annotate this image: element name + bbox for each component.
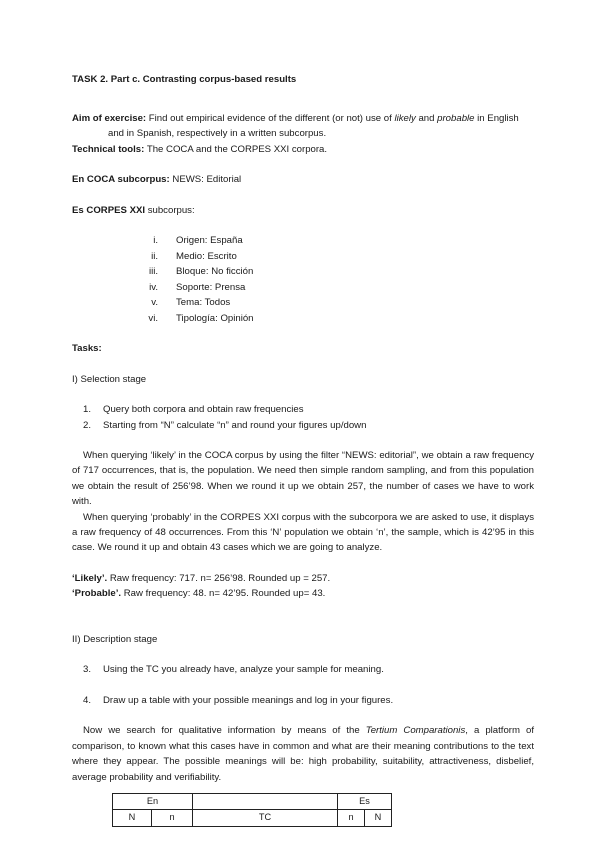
coca-label: En COCA subcorpus: bbox=[72, 174, 170, 185]
coca-text: NEWS: Editorial bbox=[172, 174, 242, 185]
tools-line bbox=[72, 142, 534, 158]
list-item: ii. Medio: Escrito bbox=[151, 250, 237, 262]
tasks-label: Tasks: bbox=[72, 343, 102, 354]
description-step-4 bbox=[72, 693, 534, 709]
aim-probable: probable bbox=[437, 112, 475, 124]
list-item: 2. Starting from “N” calculate “n” and round your figures up/down bbox=[83, 419, 367, 431]
list-item: 1. Query both corpora and obtain raw frequencies bbox=[83, 404, 304, 415]
table-header-en: En bbox=[113, 793, 193, 810]
table-row bbox=[113, 810, 392, 827]
selection-heading: I) Selection stage bbox=[72, 373, 147, 385]
corpes-filter-list bbox=[72, 233, 534, 326]
meanings-table bbox=[112, 793, 392, 827]
likely-label: ‘Likely’. bbox=[72, 572, 108, 584]
list-item: iv. Soporte: Prensa bbox=[149, 281, 246, 293]
aim-line bbox=[72, 111, 534, 127]
tools-text: The COCA and the CORPES XXI corpora. bbox=[146, 143, 328, 155]
list-item: vi. Tipología: Opinión bbox=[148, 312, 254, 324]
aim-and: and bbox=[418, 112, 435, 124]
corpes-line bbox=[72, 203, 534, 219]
table-header-es: Es bbox=[338, 793, 392, 810]
likely-text: Raw frequency: 717. n= 256’98. Rounded up = 257. bbox=[109, 572, 331, 584]
table-cell-en-N: N bbox=[113, 810, 152, 827]
aim-likely: likely bbox=[394, 112, 416, 124]
description-paragraph: Now we search for qualitative information by means of the Tertium Comparationis, a platform of comparison, to known what this cases have in common and what are their meaning contributions to the text where they appear. The possible meanings will be: high probability, suitability, attractiveness, disbelief, average probability and verifiability. bbox=[72, 725, 535, 783]
table-row bbox=[113, 793, 392, 810]
aim-text-1: Find out empirical evidence of the different (or not) use of bbox=[148, 112, 392, 124]
table-cell-en-n: n bbox=[152, 810, 193, 827]
table-cell-tc: TC bbox=[193, 810, 338, 827]
list-item: iii. Bloque: No ficción bbox=[148, 266, 254, 277]
probable-result bbox=[72, 586, 534, 602]
list-item: i. Origen: España bbox=[153, 235, 243, 246]
aim-line-2: and in Spanish, respectively in a written subcorpus. bbox=[108, 128, 327, 139]
description-heading: II) Description stage bbox=[72, 633, 158, 645]
selection-paragraph-2: When querying ‘probably’ in the CORPES XXI corpus with the subcorpora we are asked to use, it displays a raw frequency of 48 occurrences. From this ‘N’ population we obtain ‘n’, the sample, which is 42’95 in this case. We round it up and obtain 43 cases which we are going to analyze. bbox=[72, 511, 534, 554]
list-item: v. Tema: Todos bbox=[151, 297, 231, 308]
table-header-empty bbox=[193, 793, 338, 810]
aim-label: Aim of exercise: bbox=[72, 112, 147, 124]
list-item: 3. Using the TC you already have, analyze your sample for meaning. bbox=[83, 664, 384, 676]
selection-steps bbox=[72, 402, 534, 433]
selection-paragraph-1: When querying ‘likely’ in the COCA corpus by using the filter “NEWS: editorial”, we obtain a raw frequency of 717 occurrences, that is, the population. We need then simple random sampling, and from this population we obtain the result of 256’98. When we round it up we obtain 257, the number of cases we have to work with. bbox=[72, 450, 534, 508]
tools-label: Technical tools: bbox=[72, 143, 145, 155]
corpes-text: subcorpus: bbox=[147, 204, 195, 216]
description-step-3 bbox=[72, 662, 534, 678]
table-cell-es-n: n bbox=[338, 810, 365, 827]
likely-result bbox=[72, 571, 534, 587]
coca-line bbox=[72, 172, 534, 188]
probable-text: Raw frequency: 48. n= 42’95. Rounded up= 43. bbox=[123, 588, 326, 600]
aim-text-2: in English bbox=[477, 112, 519, 124]
table-cell-es-N: N bbox=[365, 810, 392, 827]
task-title: TASK 2. Part c. Contrasting corpus-based results bbox=[72, 74, 297, 85]
tertium-comparationis: Tertium Comparationis bbox=[365, 725, 466, 737]
corpes-label: Es CORPES XXI bbox=[72, 204, 146, 216]
probable-label: ‘Probable’. bbox=[72, 588, 122, 600]
list-item: 4. Draw up a table with your possible meanings and log in your figures. bbox=[83, 694, 394, 706]
